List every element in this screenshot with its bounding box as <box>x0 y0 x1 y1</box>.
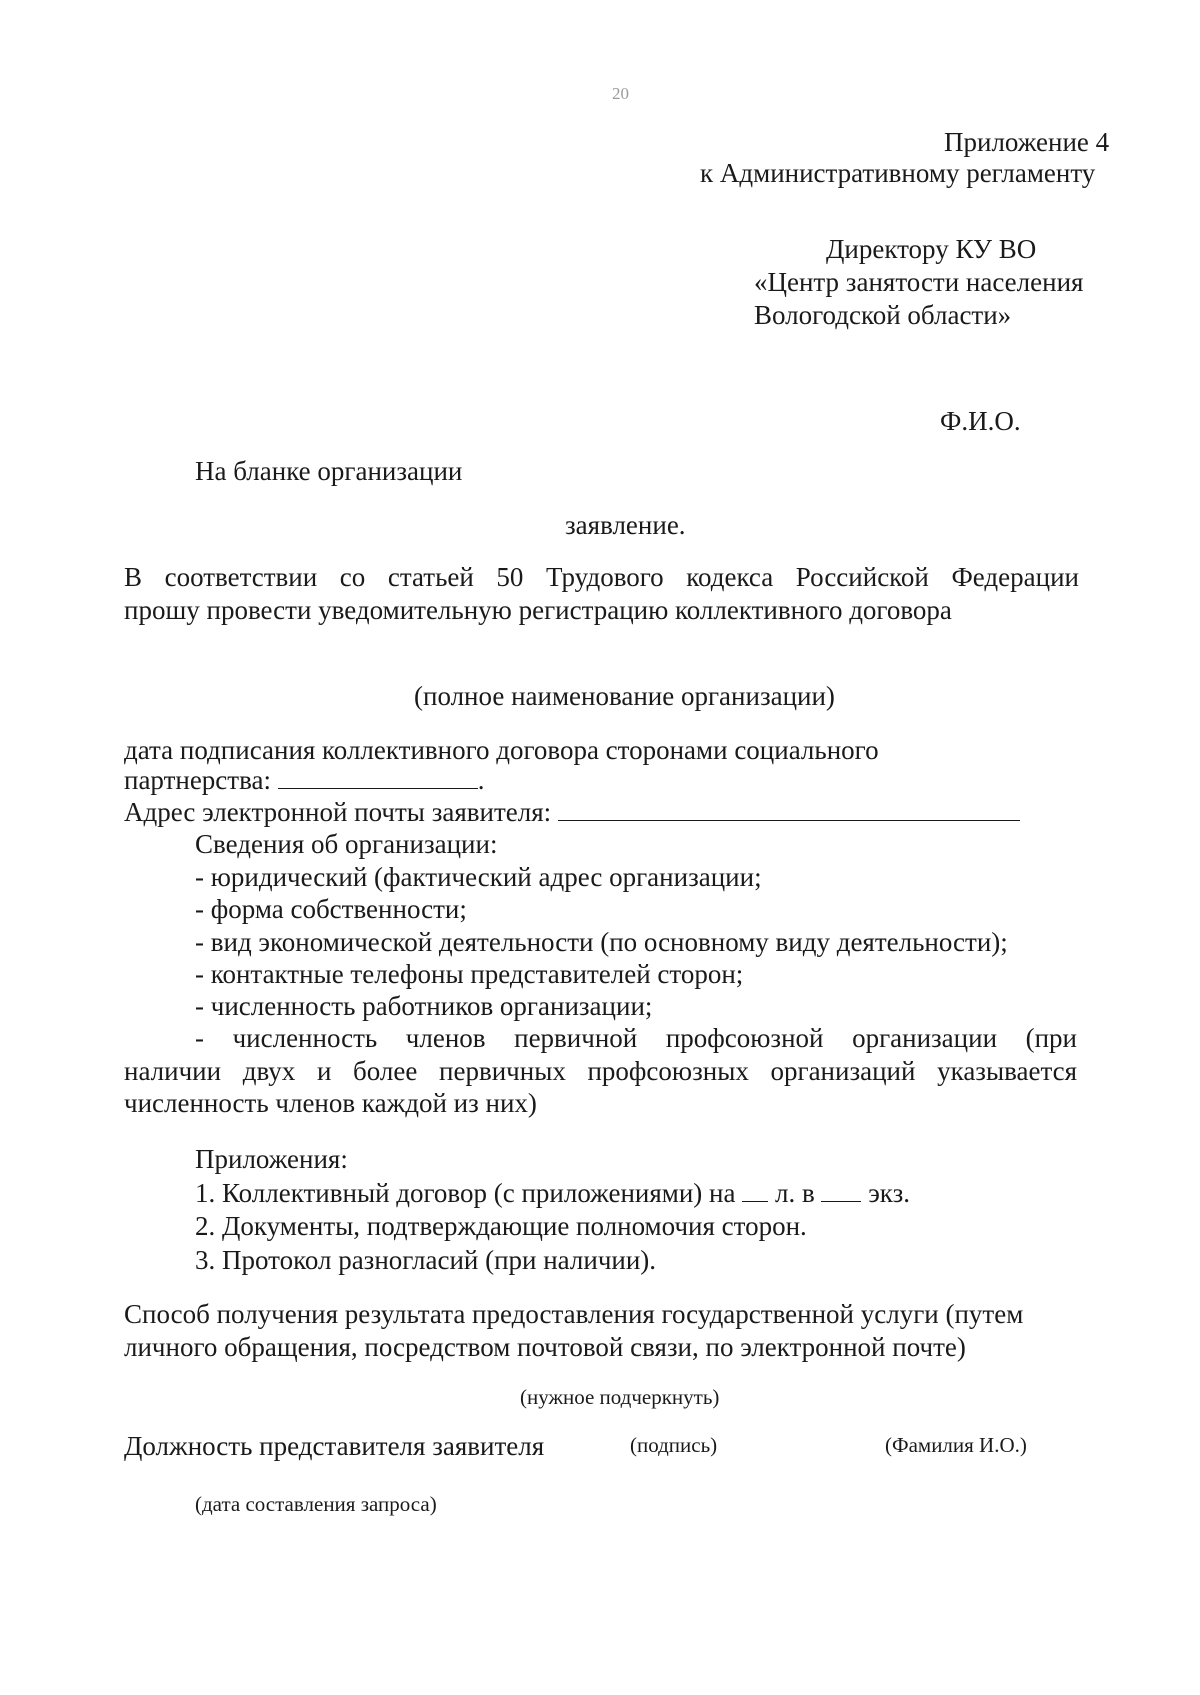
org-info-item: - форма собственности; <box>195 894 467 924</box>
result-method-line2: личного обращения, посредством почтовой связи, по электронной почте) <box>124 1332 966 1362</box>
addressee-org-line2: Вологодской области» <box>754 300 1012 330</box>
addressee-director: Директору КУ ВО <box>826 234 1037 264</box>
union-line3: численность членов каждой из них) <box>124 1088 537 1118</box>
copies-count-blank[interactable] <box>821 1181 861 1202</box>
sign-date-line1: дата подписания коллективного договора сторонами социального <box>124 735 879 765</box>
union-line1: - численность членов первичной профсоюзной организации (при <box>195 1023 1077 1053</box>
appendix-label: Приложение 4 <box>944 127 1110 157</box>
attachment-1-suffix: экз. <box>868 1178 910 1208</box>
email-blank[interactable] <box>558 800 1020 821</box>
attachment-item-2: 2. Документы, подтверждающие полномочия сторон. <box>195 1211 807 1241</box>
org-info-item: - численность работников организации; <box>195 991 653 1021</box>
attachment-1-mid: л. в <box>774 1178 815 1208</box>
addressee-fio: Ф.И.О. <box>940 406 1021 436</box>
org-info-heading: Сведения об организации: <box>195 829 498 859</box>
attachment-item-1 <box>195 1177 910 1209</box>
email-label: Адрес электронной почты заявителя: <box>124 797 552 827</box>
result-method-hint: (нужное подчеркнуть) <box>520 1385 720 1409</box>
addressee-org-line1: «Центр занятости населения <box>754 267 1084 297</box>
signature-hint: (подпись) <box>630 1433 718 1457</box>
body-intro-line2: прошу провести уведомительную регистрацию коллективного договора <box>124 595 952 625</box>
attachment-item-3: 3. Протокол разногласий (при наличии). <box>195 1245 657 1275</box>
org-info-item: - юридический (фактический адрес организации; <box>195 862 762 892</box>
org-info-item: - вид экономической деятельности (по основному виду деятельности); <box>195 927 1008 957</box>
attachment-1-prefix: 1. Коллективный договор (с приложениями) на <box>195 1178 736 1208</box>
sign-date-label: партнерства: <box>124 765 271 795</box>
sign-date-row <box>124 764 484 796</box>
request-date-hint: (дата составления запроса) <box>195 1492 437 1516</box>
result-method-line1: Способ получения результата предоставления государственной услуги (путем <box>124 1299 1024 1329</box>
body-intro-line1: В соответствии со статьей 50 Трудового кодекса Российской Федерации <box>124 562 1079 592</box>
representative-position-label: Должность представителя заявителя <box>124 1431 545 1461</box>
letterhead-note: На бланке организации <box>195 456 463 486</box>
org-name-hint: (полное наименование организации) <box>414 681 835 711</box>
sign-date-end: . <box>477 765 485 795</box>
sheets-count-blank[interactable] <box>742 1181 768 1202</box>
page-number: 20 <box>612 84 629 103</box>
org-info-item: - контактные телефоны представителей сторон; <box>195 959 744 989</box>
attachments-heading: Приложения: <box>195 1144 348 1174</box>
email-row <box>124 796 1020 828</box>
appendix-regulation: к Административному регламенту <box>700 158 1096 188</box>
sign-date-blank[interactable] <box>278 768 478 789</box>
union-line2: наличии двух и более первичных профсоюзных организаций указывается <box>124 1056 1077 1086</box>
document-title: заявление. <box>565 510 686 540</box>
full-name-hint: (Фамилия И.О.) <box>885 1433 1027 1457</box>
